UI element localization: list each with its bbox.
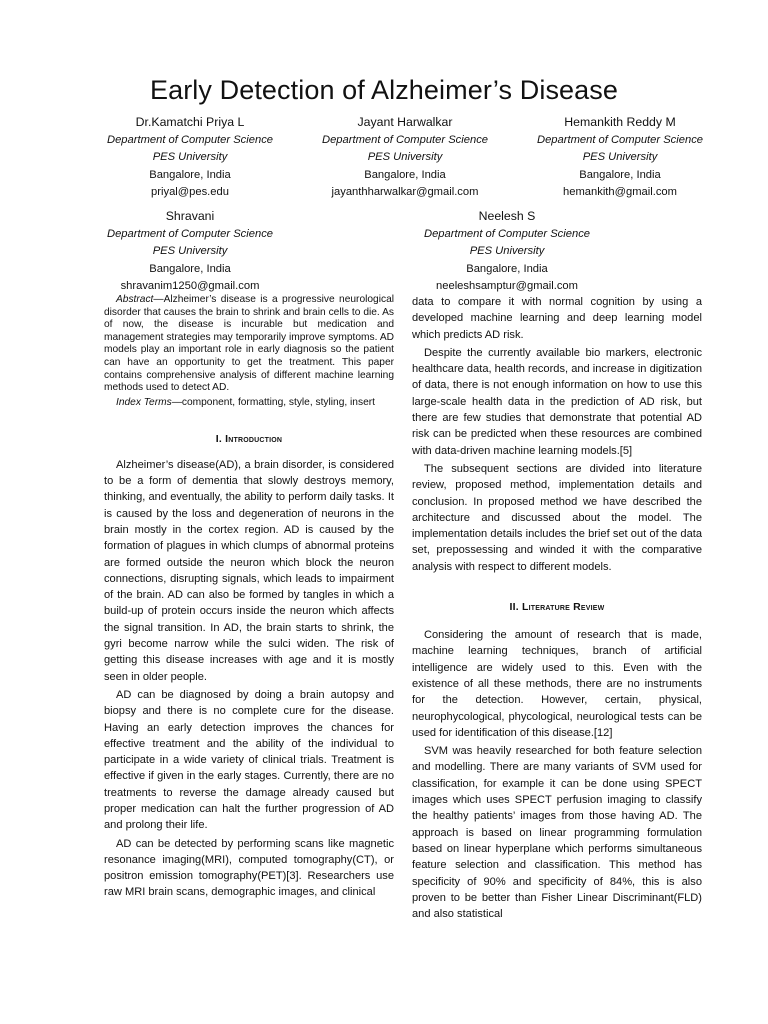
index-terms-label: Index Terms [116,396,172,408]
section-heading-literature-review: II. Literature Review [509,601,605,614]
author-department: Department of Computer Science [106,227,274,240]
right-column [412,294,702,924]
author-name: Jayant Harwalkar [357,115,453,129]
author-name: Shravani [165,209,215,223]
paragraph: AD can be detected by performing scans like magnetic resonance imaging(MRI), computed tomography(CT), or positron emission tomography(PET)[3]. Researchers use raw MRI brain scans, demographic images, and clinical [104,837,394,899]
index-terms-text: —component, formatting, style, styling, insert [171,396,375,408]
author-location: Bangalore, India [149,262,231,275]
author-department: Department of Computer Science [536,133,704,146]
paragraph: Considering the amount of research that is made, machine learning techniques, branch of artificial intelligence are widely used to this. Even with the existence of all these methods, there are no instruments for the detection. However, certain, physical, neurophycological, phycological, neurological tests can be used for identification of this disease.[12] [412,629,702,739]
author-block-2 [300,114,510,202]
author-name: Dr.Kamatchi Priya L [135,115,245,129]
author-block-4 [85,208,295,296]
section-heading-introduction: I. Introduction [215,432,283,445]
author-university: PES University [367,151,443,164]
author-location: Bangalore, India [579,168,661,181]
author-location: Bangalore, India [466,262,548,275]
author-department: Department of Computer Science [321,133,489,146]
paragraph: data to compare it with normal cognition by using a developed machine learning and deep learning model which predicts AD risk. [412,296,702,341]
author-block-3 [515,114,725,202]
abstract [104,294,394,395]
author-department: Department of Computer Science [423,227,591,240]
left-column [104,294,394,903]
paragraph: SVM was heavily researched for both feature selection and modelling. There are many variants of SVM used for classification, for example it can be done using SPECT images which uses SPECT perfusion imaging to classify the healthy patients’ images from those having AD. The approach is based on linear programming formulation based on linear hyperplane which performs simultaneous feature selection and classification. This method has specificity of 90% and specificity of 84%, this is also proven to be better than Fisher Linear Discriminant(FLD) and also statistical [412,745,702,921]
author-university: PES University [152,151,228,164]
author-location: Bangalore, India [149,168,231,181]
abstract-text: —Alzheimer’s disease is a progressive neurological disorder that causes the brain to shrink and brain cells to die. As of now, the disease is incurable but medication and management strategies may temporarily improve symptoms. AD models play an important role in early diagnosis so the patient can have an opportunity to get the treatment. This paper contains comprehensive analysis of different machine learning methods used to detect AD. [104,294,394,394]
author-name: Hemankith Reddy M [564,115,676,129]
author-block-5 [407,208,607,296]
index-terms [104,396,394,409]
author-location: Bangalore, India [364,168,446,181]
author-university: PES University [582,151,658,164]
author-email: priyal@pes.edu [151,186,229,199]
author-department: Department of Computer Science [106,133,274,146]
paragraph: Alzheimer’s disease(AD), a brain disorder, is considered to be a form of dementia that slowly destroys memory, thinking, and eventually, the ability to perform daily tasks. It is caused by the loss and degeneration of neurons in the brain mostly in the cortex region. AD is caused by the formation of plagues in which clumps of abnormal proteins are formed outside the neuron which block the neuron connections, disrupting signals, which leads to impairment of the brain. AD can also be formed by tangles in which a build-up of protein occurs inside the neuron which affects the signal transition. In AD, the brain starts to shrink, the gyri become narrow while the sulci widen. The risk of getting this disease increases with age and it is mostly seen in older people. [104,458,394,683]
author-email: hemankith@gmail.com [563,186,677,199]
author-email: jayanthharwalkar@gmail.com [331,186,479,199]
author-university: PES University [152,245,228,258]
author-email: neeleshsamptur@gmail.com [436,280,578,293]
paragraph: Despite the currently available bio markers, electronic healthcare data, health records, and increase in digitization of data, there is not enough information on how to use this large-scale health data in the prediction of AD risk, but there are few studies that demonstrate that potential AD risk can be predicted when these resources are combined with data-driven machine learning models.[5] [412,346,702,457]
author-email: shravanim1250@gmail.com [120,280,260,293]
abstract-label: Abstract [116,294,154,305]
author-block-1 [85,114,295,202]
paragraph: The subsequent sections are divided into literature review, proposed method, implementation details and conclusion. In proposed method we have described the architecture and discussed about the model. The implementation details includes the brief set out of the data set, prepossessing and winded it with the comparative analysis with respect to different models. [412,462,702,573]
paragraph: AD can be diagnosed by doing a brain autopsy and biopsy and there is no complete cure for the disease. Having an early detection improves the chances for effective treatment and the ability of the individual to participate in a wide variety of clinical trials. Treatment is effective if given in the early stages. Currently, there are no treatments to reverse the damage already caused but proper medication can halt the further progression of AD and prolong their life. [104,688,394,832]
author-name: Neelesh S [478,209,536,223]
paper-title: Early Detection of Alzheimer’s Disease [149,75,618,105]
author-university: PES University [469,245,545,258]
